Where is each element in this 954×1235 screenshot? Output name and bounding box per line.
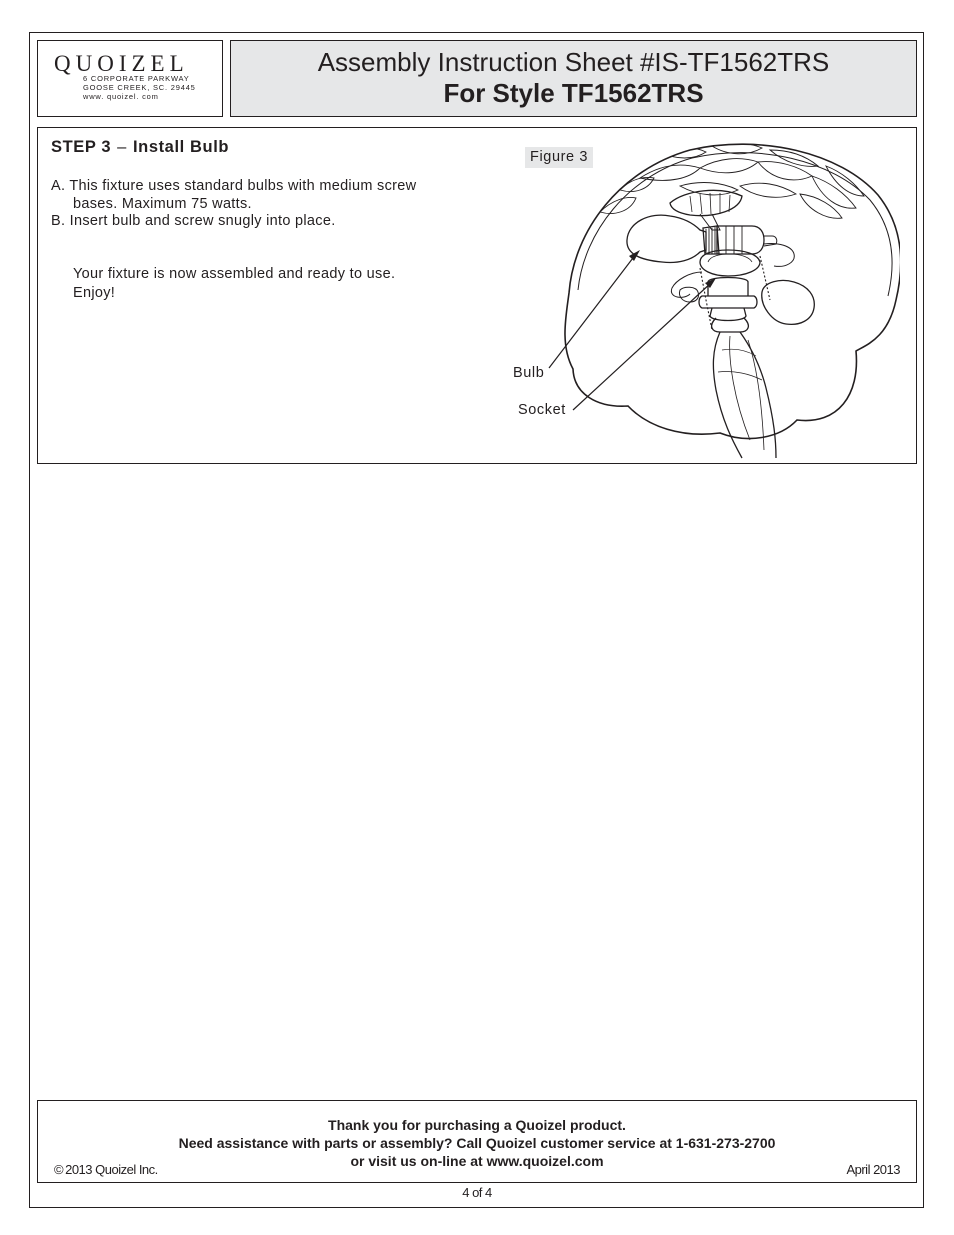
footer-message xyxy=(38,1116,916,1170)
copyright xyxy=(54,1162,158,1178)
revision-date: April 2013 xyxy=(846,1162,900,1177)
website-line: or visit us on-line at www.quoizel.com xyxy=(350,1153,604,1169)
final-message: Your fixture is now assembled and ready to use. Enjoy! xyxy=(73,266,396,301)
page-number: 4 of 4 xyxy=(462,1185,492,1200)
logo-box xyxy=(37,40,223,117)
company-logo: QUOIZEL xyxy=(54,51,189,76)
document-title: Assembly Instruction Sheet #IS-TF1562TRS xyxy=(317,47,830,77)
instruction-item: B. Insert bulb and screw snugly into place. xyxy=(51,213,336,229)
step-heading xyxy=(51,137,229,157)
thank-you-line: Thank you for purchasing a Quoizel product. xyxy=(328,1117,626,1133)
figure-label: Figure 3 xyxy=(525,147,593,168)
company-address: 6 CORPORATE PARKWAY GOOSE CREEK, SC. 29445 www. quoizel. com xyxy=(83,74,196,101)
instruction-item: bases. Maximum 75 watts. xyxy=(73,195,252,212)
title-box xyxy=(230,40,917,117)
instruction-item: A. This fixture uses standard bulbs with medium screw xyxy=(51,178,417,194)
step-separator: – xyxy=(117,138,127,156)
step-name: Install Bulb xyxy=(132,138,230,156)
instruction-list xyxy=(51,178,491,231)
footer-box xyxy=(37,1100,917,1183)
assistance-line: Need assistance with parts or assembly? Call Quoizel customer service at 1-631-273-2700 xyxy=(178,1135,776,1151)
style-title: For Style TF1562TRS xyxy=(443,78,704,108)
copyright-text: 2013 Quoizel Inc. xyxy=(65,1162,158,1177)
copyright-symbol: © xyxy=(54,1162,64,1177)
callout-bulb: Bulb xyxy=(513,365,545,381)
callout-socket: Socket xyxy=(518,402,566,418)
step-number: STEP 3 xyxy=(51,138,112,156)
